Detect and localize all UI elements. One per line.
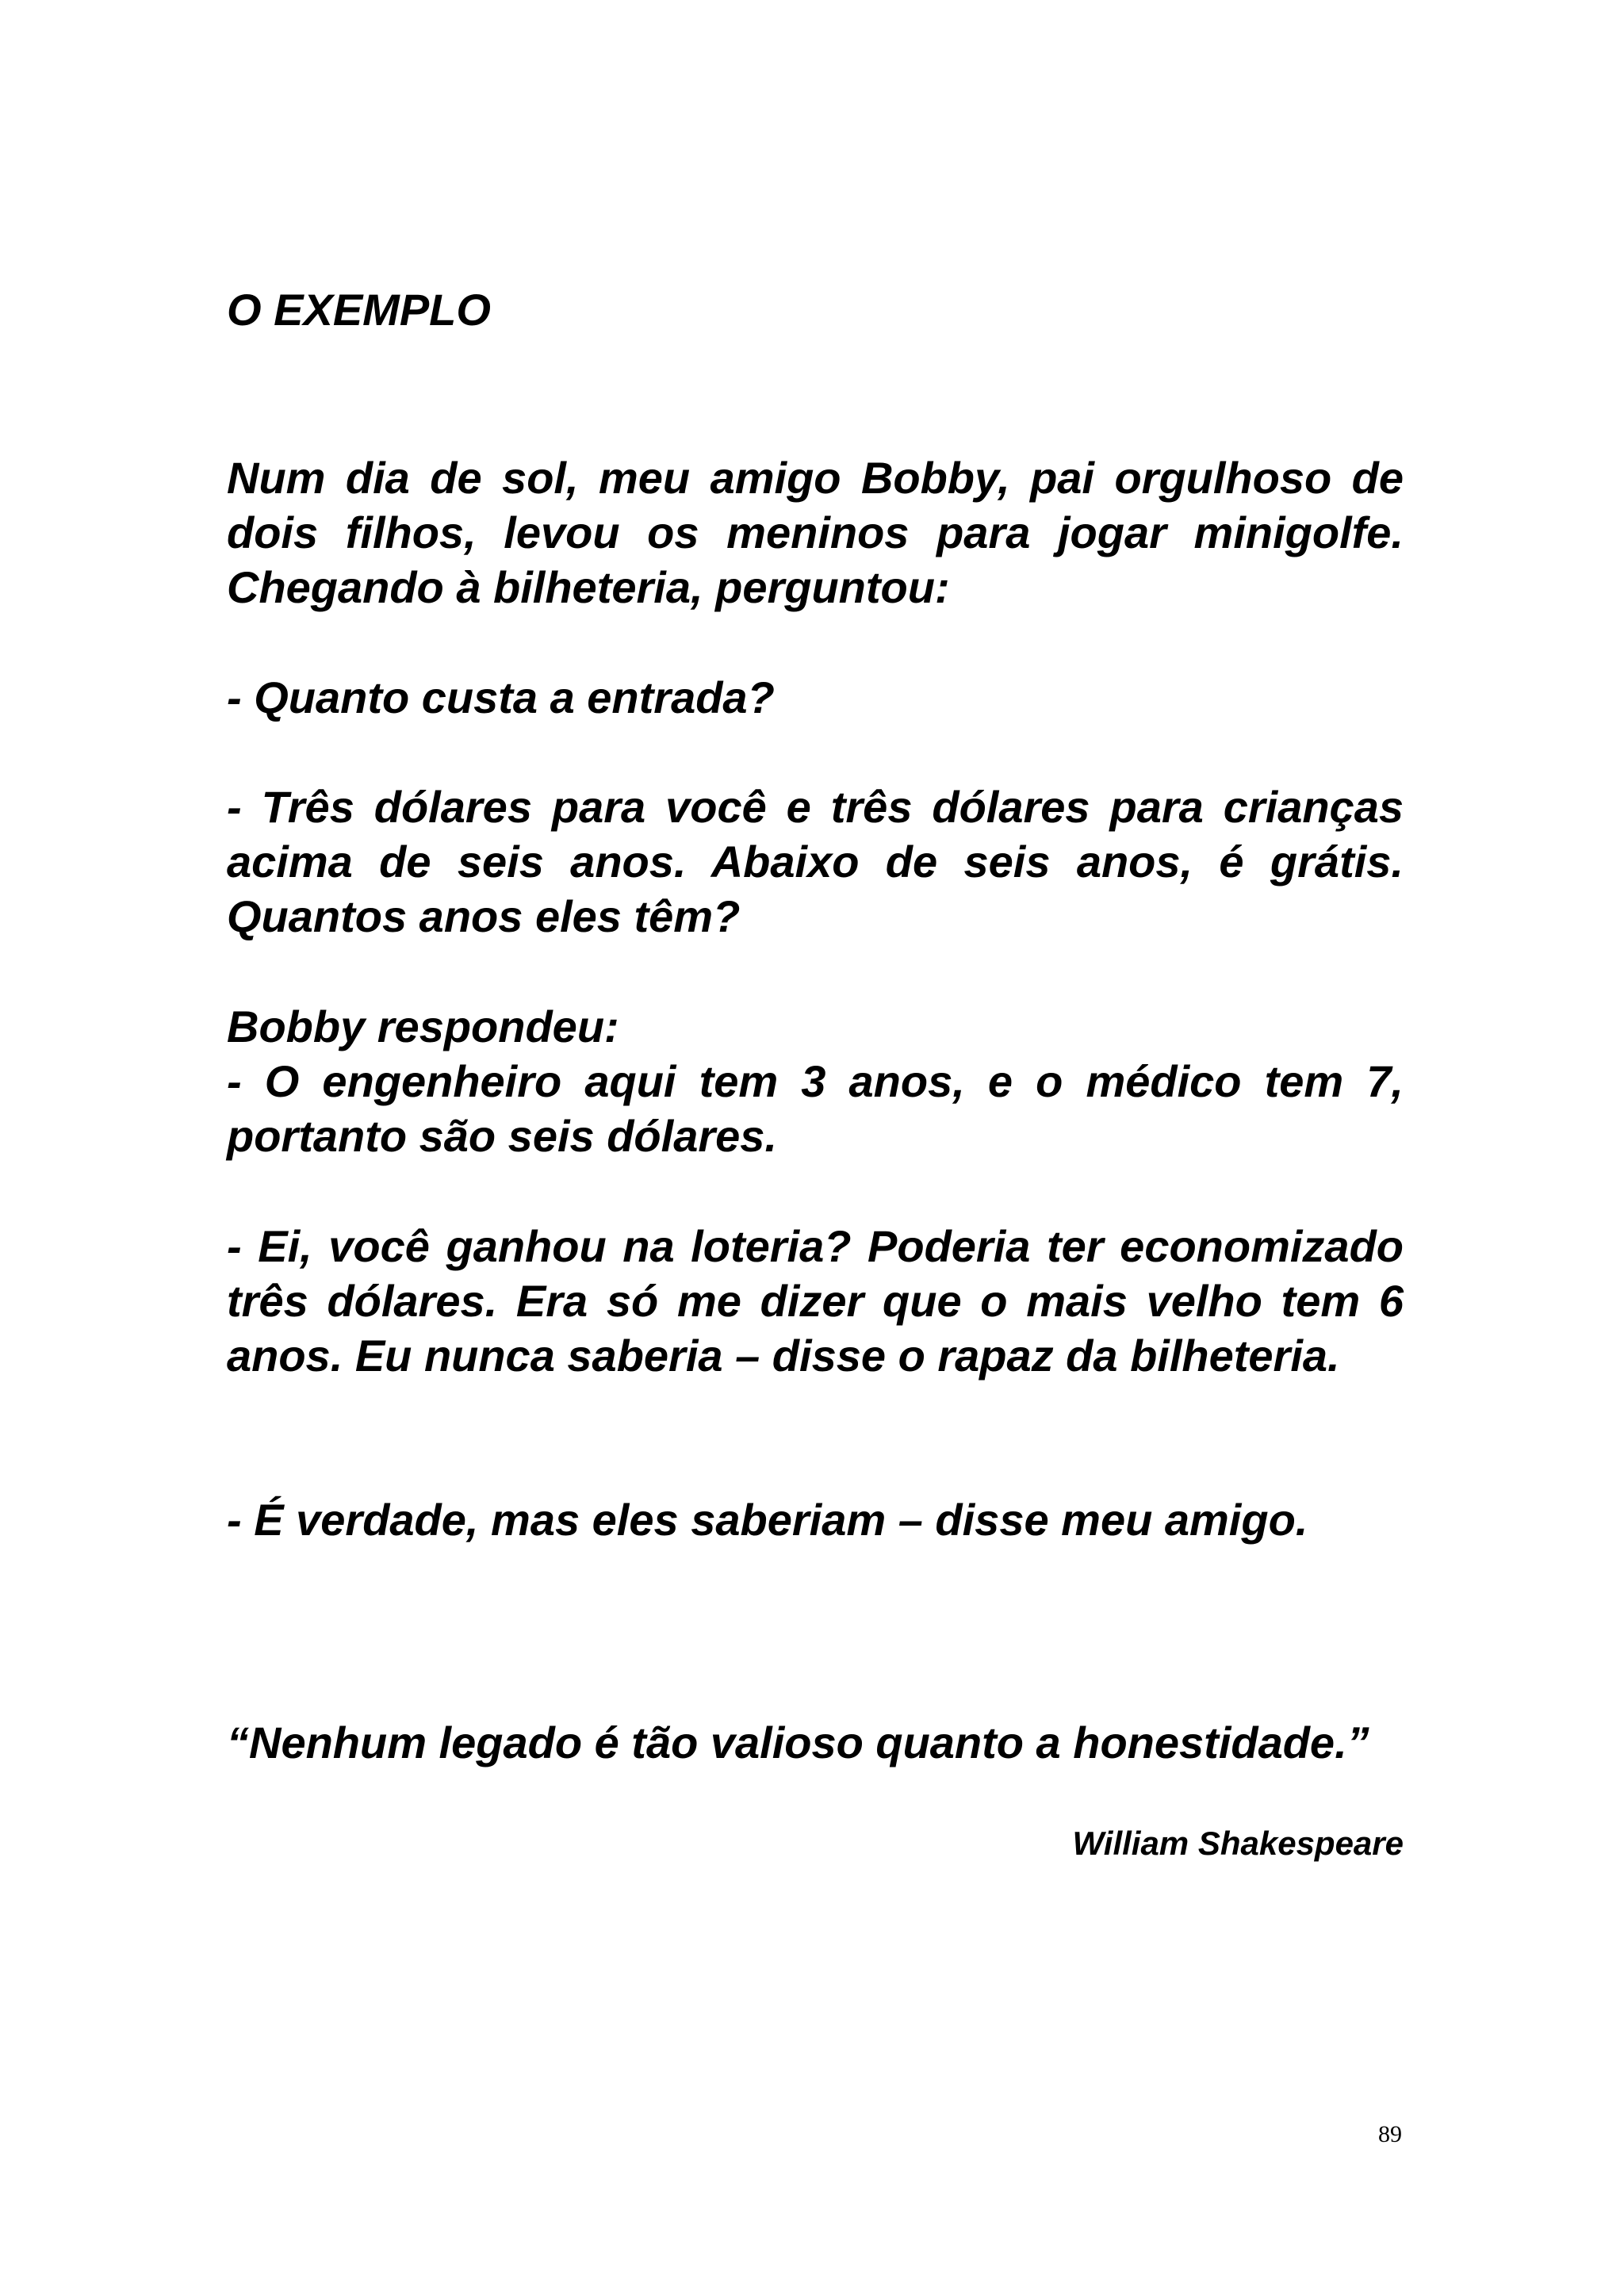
paragraph-bobby-responded: Bobby respondeu:: [227, 1001, 619, 1051]
paragraph-intro: Num dia de sol, meu amigo Bobby, pai orgulhoso de dois filhos, levou os meninos para jogar minigolfe. Chegando à bilheteria, perguntou:: [227, 453, 1404, 612]
paragraph-attendant-reply: - Ei, você ganhou na loteria? Poderia ter economizado três dólares. Era só me dizer que o mais velho tem 6 anos. Eu nunca saberia – disse o rapaz da bilheteria.: [227, 1221, 1404, 1381]
paragraph-ticket-answer: - Três dólares para você e três dólares para crianças acima de seis anos. Abaixo de seis anos, é grátis. Quantos anos eles têm?: [227, 782, 1404, 941]
quote-author: William Shakespeare: [1072, 1825, 1404, 1862]
page-number: 89: [1378, 2121, 1402, 2147]
paragraph-bobby-answer: - O engenheiro aqui tem 3 anos, e o médico tem 7, portanto são seis dólares.: [227, 1056, 1404, 1161]
paragraph-question: - Quanto custa a entrada?: [227, 672, 775, 722]
page-title: O EXEMPLO: [227, 285, 491, 335]
paragraph-friend-reply: - É verdade, mas eles saberiam – disse meu amigo.: [227, 1495, 1308, 1545]
quote-text: “Nenhum legado é tão valioso quanto a honestidade.”: [227, 1718, 1369, 1767]
